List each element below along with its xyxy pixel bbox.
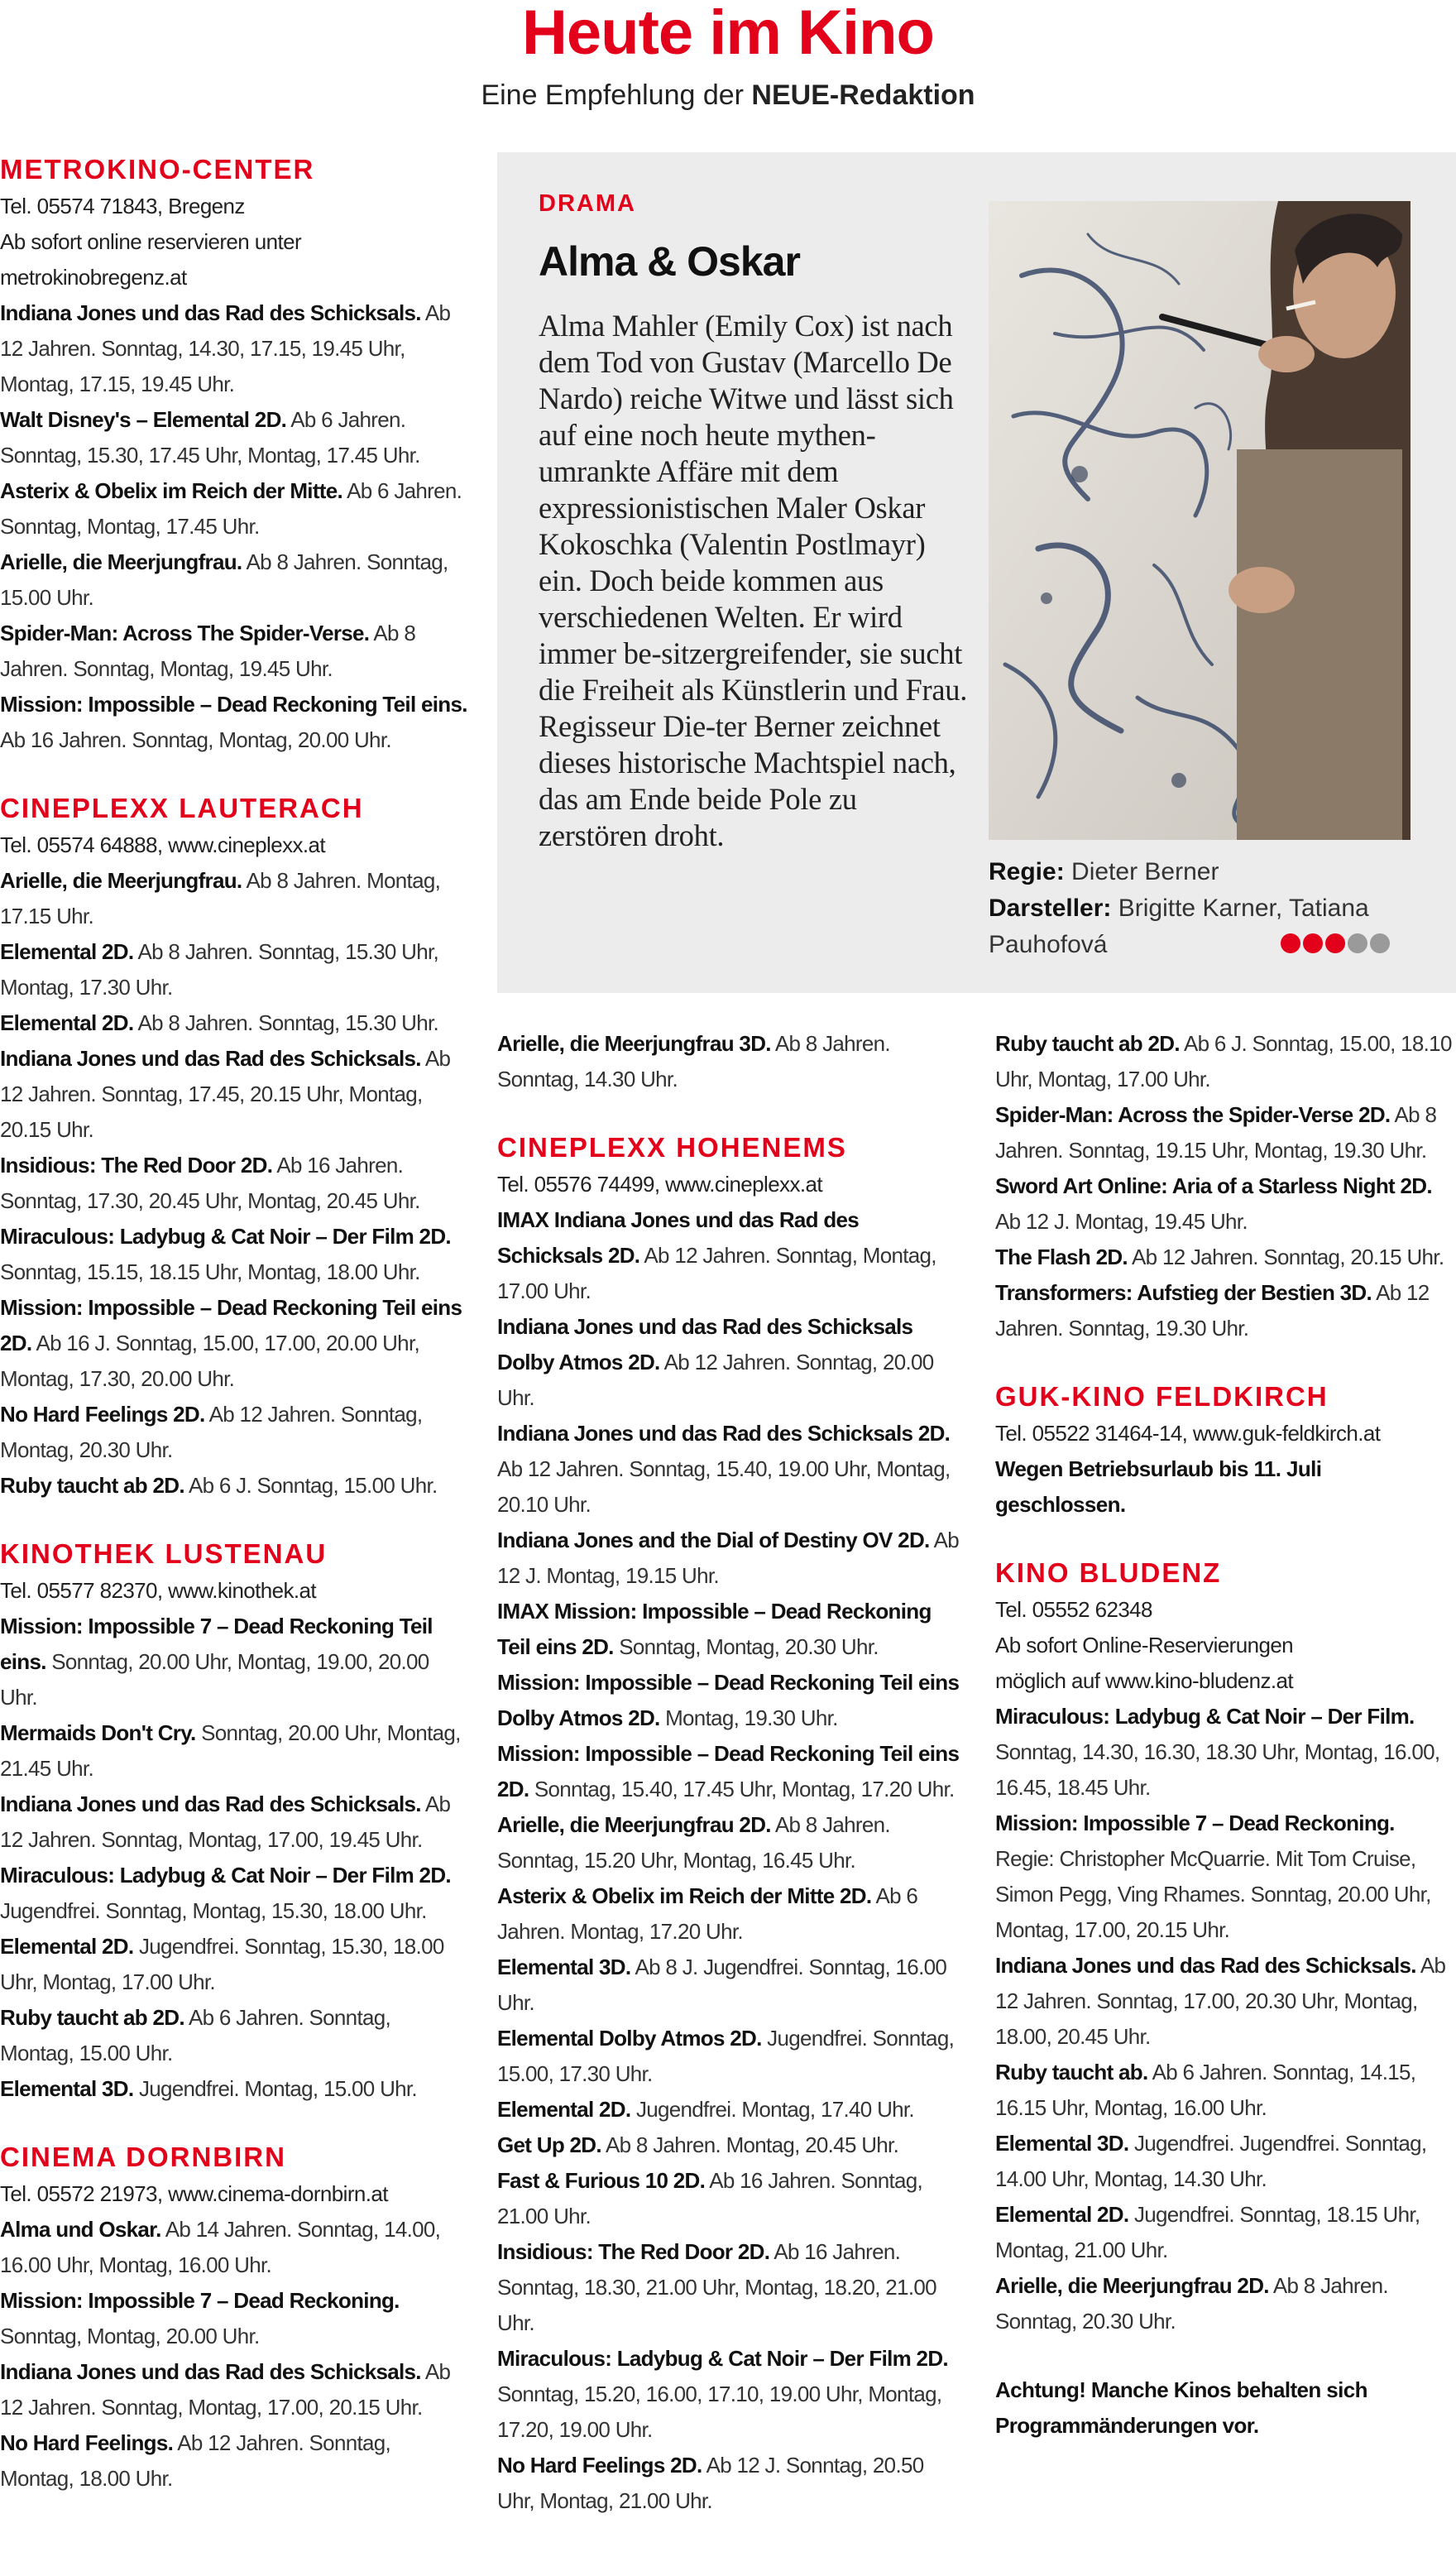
- page-subtitle: [0, 78, 1456, 113]
- painter-photo-illustration: [989, 201, 1410, 840]
- film-title: Indiana Jones und das Rad des Schicksals 2D.: [497, 1421, 951, 1446]
- film-listing: [995, 1806, 1456, 1948]
- cinema-block: [995, 1026, 1456, 1346]
- page-title: Heute im Kino: [522, 0, 934, 68]
- film-listing: [497, 1202, 962, 1309]
- film-details: Ab 8 Jahren. Sonntag, Montag, 19.45 Uhr.: [0, 621, 416, 681]
- film-details: Sonntag, Montag, 20.00 Uhr.: [0, 2324, 260, 2348]
- film-listing: [497, 1523, 962, 1594]
- film-title: Mermaids Don't Cry.: [0, 1720, 196, 1745]
- subtitle-prefix: Eine Empfehlung der: [481, 79, 752, 111]
- regie-label: Regie:: [989, 858, 1065, 885]
- film-listing: [497, 1309, 962, 1416]
- film-listing: [0, 687, 467, 758]
- film-title: Transformers: Aufstieg der Bestien 3D.: [995, 1280, 1372, 1305]
- cinema-info-line: Tel. 05577 82370, www.kinothek.at: [0, 1578, 317, 1603]
- film-details: Ab 12 Jahren. Sonntag, 17.00, 20.30 Uhr, Montag, 18.00, 20.45 Uhr.: [995, 1953, 1446, 2049]
- cinema-name: KINO BLUDENZ: [995, 1557, 1222, 1588]
- film-details: Sonntag, 15.40, 17.45 Uhr, Montag, 17.20 Uhr.: [529, 1777, 955, 1801]
- film-title: Indiana Jones und das Rad des Schicksals.: [0, 1046, 421, 1071]
- film-title: Ruby taucht ab 2D.: [0, 2005, 184, 2030]
- film-title: Spider-Man: Across the Spider-Verse 2D.: [995, 1102, 1391, 1127]
- film-listing: [0, 934, 467, 1005]
- film-title: Sword Art Online: Aria of a Starless Night 2D.: [995, 1173, 1432, 1198]
- cinema-name: METROKINO-CENTER: [0, 154, 315, 185]
- film-details: Ab 6 Jahren. Sonntag, 15.30, 17.45 Uhr, Montag, 17.45 Uhr.: [0, 407, 420, 468]
- film-title: Indiana Jones und das Rad des Schicksals.: [995, 1953, 1416, 1978]
- cinema-info-line: metrokinobregenz.at: [0, 265, 187, 290]
- film-listing: [0, 2071, 467, 2107]
- film-listing: [995, 2268, 1456, 2339]
- film-listing: [497, 1950, 962, 2021]
- cinema-info-line: Tel. 05552 62348: [995, 1597, 1152, 1622]
- cinema-name: GUK-KINO FELDKIRCH: [995, 1381, 1329, 1412]
- cinema-name: CINEPLEXX HOHENEMS: [497, 1132, 847, 1163]
- film-title: Alma und Oskar.: [0, 2217, 161, 2242]
- cinema-info-line: Ab sofort online reservieren unter: [0, 229, 302, 254]
- film-title: Mission: Impossible – Dead Reckoning Teil eins 2D.: [497, 1741, 960, 1801]
- cinema-name: KINOTHEK LUSTENAU: [0, 1538, 328, 1569]
- film-title: Arielle, die Meerjungfrau 3D.: [497, 1031, 771, 1056]
- film-title: Elemental 2D.: [497, 2097, 631, 2122]
- cinema-name: CINEPLEXX LAUTERACH: [0, 793, 364, 823]
- film-details: Sonntag, 15.20, 16.00, 17.10, 19.00 Uhr, Montag, 17.20, 19.00 Uhr.: [497, 2382, 942, 2442]
- rating-dot: [1370, 933, 1390, 953]
- film-details: Montag, 19.30 Uhr.: [659, 1705, 838, 1730]
- film-details: Ab 8 J. Jugendfrei. Sonntag, 16.00 Uhr.: [497, 1955, 947, 2015]
- film-title: Ruby taucht ab 2D.: [0, 1473, 184, 1498]
- film-details: Ab 8 Jahren. Sonntag, 15.20 Uhr, Montag, 16.45 Uhr.: [497, 1812, 890, 1873]
- film-title: Mission: Impossible – Dead Reckoning Teil eins.: [0, 692, 467, 717]
- film-listing: [0, 1609, 467, 1715]
- cinema-info-line: Ab sofort Online-Reservierungen: [995, 1633, 1294, 1657]
- film-details: Ab 12 Jahren. Sonntag, 20.15 Uhr.: [1127, 1245, 1444, 1269]
- film-details: Ab 12 J. Montag, 19.15 Uhr.: [497, 1528, 960, 1588]
- cinema-info-line: Tel. 05576 74499, www.cineplexx.at: [497, 1172, 822, 1197]
- film-listing: [0, 1787, 467, 1858]
- film-listing: [497, 1665, 962, 1736]
- film-listing: [497, 1416, 962, 1523]
- film-details: Ab 6 Jahren. Sonntag, Montag, 17.45 Uhr.: [0, 478, 462, 539]
- film-title: Mission: Impossible 7 – Dead Reckoning.: [0, 2288, 400, 2313]
- film-title: Elemental 2D.: [995, 2202, 1129, 2227]
- film-title: Arielle, die Meerjungfrau.: [0, 549, 242, 574]
- film-details: Ab 6 Jahren. Sonntag, Montag, 15.00 Uhr.: [0, 2005, 391, 2065]
- film-details: Ab 16 J. Sonntag, 15.00, 17.00, 20.00 Uhr, Montag, 17.30, 20.00 Uhr.: [0, 1331, 419, 1391]
- film-title: Walt Disney's – Elemental 2D.: [0, 407, 287, 432]
- film-details: Sonntag, 14.30, 16.30, 18.30 Uhr, Montag, 16.00, 16.45, 18.45 Uhr.: [995, 1739, 1440, 1800]
- rating-dot: [1281, 933, 1300, 953]
- film-title: Fast & Furious 10 2D.: [497, 2168, 706, 2193]
- film-title: Miraculous: Ladybug & Cat Noir – Der Film.: [995, 1704, 1415, 1729]
- film-title: Elemental 3D.: [497, 1955, 631, 1979]
- film-title: Asterix & Obelix im Reich der Mitte.: [0, 478, 343, 503]
- film-details: Ab 12 J. Sonntag, 20.50 Uhr, Montag, 21.00 Uhr.: [497, 2453, 924, 2513]
- film-listing: [0, 2000, 467, 2071]
- film-listing: [497, 1026, 962, 1097]
- film-details: Ab 8 Jahren. Sonntag, 15.00 Uhr.: [0, 549, 448, 610]
- film-listing: [0, 1929, 467, 2000]
- film-title: Get Up 2D.: [497, 2132, 601, 2157]
- film-listing: [497, 2127, 962, 2163]
- film-listing: [0, 2354, 467, 2425]
- film-listing: [0, 473, 467, 544]
- film-listing: [0, 1219, 467, 1290]
- cinema-info-line: Tel. 05574 71843, Bregenz: [0, 194, 245, 218]
- film-listing: [0, 2283, 467, 2354]
- film-details: Ab 8 Jahren. Sonntag, 14.30 Uhr.: [497, 1031, 890, 1091]
- film-listing: [995, 1699, 1456, 1806]
- film-details: Ab 14 Jahren. Sonntag, 14.00, 16.00 Uhr, Montag, 16.00 Uhr.: [0, 2217, 441, 2277]
- cinema-block: [995, 1379, 1456, 1523]
- film-details: Jugendfrei. Montag, 15.00 Uhr.: [133, 2076, 417, 2101]
- film-title: Miraculous: Ladybug & Cat Noir – Der Film 2D.: [497, 2346, 948, 2371]
- film-details: Sonntag, 15.15, 18.15 Uhr, Montag, 18.00 Uhr.: [0, 1259, 420, 1284]
- film-listing: [0, 1858, 467, 1929]
- film-details: Ab 16 Jahren. Sonntag, 17.30, 20.45 Uhr, Montag, 20.45 Uhr.: [0, 1153, 420, 1213]
- film-details: Ab 8 Jahren. Sonntag, 15.30 Uhr, Montag, 17.30 Uhr.: [0, 939, 439, 1000]
- film-details: Jugendfrei. Sonntag, Montag, 15.30, 18.00 Uhr.: [0, 1898, 427, 1923]
- film-title: Elemental 2D.: [0, 939, 134, 964]
- film-details: Regie: Christopher McQuarrie. Mit Tom Cruise, Simon Pegg, Ving Rhames. Sonntag, 20.00 Uhr, Montag, 17.00, 20.15 Uhr.: [995, 1846, 1431, 1942]
- film-listing: [995, 1026, 1456, 1097]
- cinema-note: Wegen Betriebsurlaub bis 11. Juli geschlossen.: [995, 1456, 1322, 1517]
- film-details: Ab 6 Jahren. Sonntag, 14.15, 16.15 Uhr, Montag, 16.00 Uhr.: [995, 2060, 1416, 2120]
- credit-regie: [989, 854, 1410, 890]
- film-title: Mission: Impossible 7 – Dead Reckoning.: [995, 1811, 1395, 1835]
- film-title: Mission: Impossible 7 – Dead Reckoning Teil eins.: [0, 1614, 433, 1674]
- film-details: Ab 8 Jahren. Sonntag, 19.15 Uhr, Montag, 19.30 Uhr.: [995, 1102, 1437, 1163]
- film-listing: [995, 2126, 1456, 2197]
- film-listing: [0, 1041, 467, 1148]
- film-details: Ab 12 Jahren. Sonntag, Montag, 17.00, 20.15 Uhr.: [0, 2359, 451, 2420]
- film-title: No Hard Feelings.: [0, 2430, 174, 2455]
- rating-dots: [1281, 933, 1392, 955]
- feature-genre: DRAMA: [539, 190, 636, 217]
- film-title: Miraculous: Ladybug & Cat Noir – Der Film 2D.: [0, 1224, 451, 1249]
- feature-description: Alma Mahler (Emily Cox) ist nach dem Tod von Gustav (Marcello De Nardo) reiche Witwe und lässt sich auf eine noch heute mythen-umrankte Affäre mit dem expressionistischen Maler Oskar Kokoschka (Valentin Postlmayr) ein. Doch beide kommen aus verschiedenen Welten. Er wird immer be-sitzergreifender, sie sucht die Freiheit als Künstlerin und Frau. Regisseur Die-ter Berner zeichnet dieses historische Machtspiel nach, das am Ende beide Pole zu zerstören droht.: [539, 309, 968, 852]
- film-listing: [0, 863, 467, 934]
- film-listing: [0, 295, 467, 402]
- film-listing: [0, 1005, 467, 1041]
- film-details: Jugendfrei. Jugendfrei. Sonntag, 14.00 Uhr, Montag, 14.30 Uhr.: [995, 2131, 1427, 2191]
- film-listing: [995, 1948, 1456, 2055]
- film-title: No Hard Feelings 2D.: [497, 2453, 702, 2478]
- film-details: Ab 12 Jahren. Sonntag, 17.45, 20.15 Uhr, Montag, 20.15 Uhr.: [0, 1046, 451, 1142]
- film-title: Elemental Dolby Atmos 2D.: [497, 2026, 762, 2051]
- film-details: Sonntag, Montag, 20.30 Uhr.: [613, 1634, 879, 1659]
- film-title: IMAX Indiana Jones und das Rad des Schicksals 2D.: [497, 1207, 860, 1268]
- film-listing: [995, 1168, 1456, 1240]
- film-title: No Hard Feelings 2D.: [0, 1402, 205, 1427]
- cinema-info-line: Tel. 05572 21973, www.cinema-dornbirn.at: [0, 2181, 388, 2206]
- film-details: Ab 16 Jahren. Sonntag, 18.30, 21.00 Uhr, Montag, 18.20, 21.00 Uhr.: [497, 2239, 936, 2335]
- film-details: Jugendfrei. Sonntag, 15.00, 17.30 Uhr.: [497, 2026, 955, 2086]
- film-listing: [0, 2425, 467, 2497]
- film-listing: [0, 1290, 467, 1397]
- film-title: Indiana Jones und das Rad des Schicksals Dolby Atmos 2D.: [497, 1314, 913, 1374]
- film-title: The Flash 2D.: [995, 1245, 1128, 1269]
- film-title: Insidious: The Red Door 2D.: [0, 1153, 273, 1178]
- cinema-block: [497, 1026, 962, 1097]
- film-listing: [497, 2163, 962, 2234]
- film-listing: [995, 1275, 1456, 1346]
- film-details: Ab 6 J. Sonntag, 15.00 Uhr.: [184, 1473, 438, 1498]
- film-details: Jugendfrei. Montag, 17.40 Uhr.: [630, 2097, 914, 2122]
- film-title: Ruby taucht ab.: [995, 2060, 1148, 2084]
- film-listing: [497, 2341, 962, 2448]
- film-details: Ab 16 Jahren. Sonntag, 21.00 Uhr.: [497, 2168, 923, 2228]
- film-listing: [497, 1807, 962, 1878]
- film-details: Ab 8 Jahren. Montag, 20.45 Uhr.: [601, 2132, 899, 2157]
- film-details: Ab 12 Jahren. Sonntag, 19.30 Uhr.: [995, 1280, 1430, 1341]
- film-title: Mission: Impossible – Dead Reckoning Teil eins 2D.: [0, 1295, 462, 1355]
- film-listing: [497, 1594, 962, 1665]
- rating-dot: [1303, 933, 1323, 953]
- film-title: Ruby taucht ab 2D.: [995, 1031, 1180, 1056]
- film-listing: [497, 2021, 962, 2092]
- film-title: Indiana Jones and the Dial of Destiny OV 2D.: [497, 1528, 930, 1552]
- cinema-block: [995, 2372, 1456, 2444]
- film-listing: [995, 1240, 1456, 1275]
- film-listing: [995, 2197, 1456, 2268]
- film-title: Indiana Jones und das Rad des Schicksals.: [0, 2359, 421, 2384]
- film-details: Ab 12 Jahren. Sonntag, Montag, 17.00, 19.45 Uhr.: [0, 1792, 451, 1852]
- subtitle-bold: NEUE-Redaktion: [751, 79, 975, 111]
- film-listing: [0, 1715, 467, 1787]
- film-title: Arielle, die Meerjungfrau 2D.: [497, 1812, 771, 1837]
- film-details: Ab 12 Jahren. Sonntag, Montag, 18.00 Uhr.: [0, 2430, 391, 2491]
- film-title: Elemental 2D.: [0, 1010, 134, 1035]
- film-title: Elemental 3D.: [0, 2076, 134, 2101]
- film-listing: [0, 544, 467, 616]
- cinema-block: [0, 1537, 467, 2107]
- film-details: Ab 12 Jahren. Sonntag, 20.00 Uhr.: [497, 1350, 934, 1410]
- film-listing: [995, 2055, 1456, 2126]
- film-listing: [0, 1397, 467, 1468]
- film-listing: [497, 1736, 962, 1807]
- film-title: Arielle, die Meerjungfrau 2D.: [995, 2273, 1269, 2298]
- cinema-block: [0, 152, 467, 758]
- film-title: Mission: Impossible – Dead Reckoning Teil eins Dolby Atmos 2D.: [497, 1670, 960, 1730]
- film-details: Jugendfrei. Sonntag, 18.15 Uhr, Montag, 21.00 Uhr.: [995, 2202, 1420, 2262]
- film-listing: [0, 1148, 467, 1219]
- film-details: Ab 12 J. Montag, 19.45 Uhr.: [995, 1209, 1248, 1234]
- darsteller-label: Darsteller:: [989, 895, 1112, 922]
- rating-dot: [1348, 933, 1367, 953]
- cinema-name: CINEMA DORNBIRN: [0, 2142, 286, 2172]
- film-listing: [0, 2212, 467, 2283]
- feature-title: Alma & Oskar: [539, 238, 800, 285]
- film-title: Indiana Jones und das Rad des Schicksals.: [0, 1792, 421, 1816]
- film-listing: [0, 616, 467, 687]
- cinema-info-line: möglich auf www.kino-bludenz.at: [995, 1668, 1294, 1693]
- column-left: [0, 152, 467, 2530]
- cinema-note: Achtung! Manche Kinos behalten sich Programmänderungen vor.: [995, 2377, 1367, 2438]
- film-title: Miraculous: Ladybug & Cat Noir – Der Film 2D.: [0, 1863, 451, 1888]
- film-listing: [497, 2234, 962, 2341]
- film-listing: [497, 2448, 962, 2519]
- film-details: Sonntag, 20.00 Uhr, Montag, 19.00, 20.00 Uhr.: [0, 1649, 429, 1710]
- darsteller-value: Brigitte Karner, Tatiana Pauhofová: [989, 895, 1369, 958]
- film-title: IMAX Mission: Impossible – Dead Reckoning Teil eins 2D.: [497, 1599, 932, 1659]
- film-details: Jugendfrei. Sonntag, 15.30, 18.00 Uhr, Montag, 17.00 Uhr.: [0, 1934, 444, 1994]
- cinema-block: [0, 791, 467, 1504]
- film-details: Ab 8 Jahren. Montag, 17.15 Uhr.: [0, 868, 441, 928]
- film-details: Ab 6 J. Sonntag, 15.00, 18.10 Uhr, Montag, 17.00 Uhr.: [995, 1031, 1452, 1091]
- cinema-info-line: Tel. 05522 31464-14, www.guk-feldkirch.at: [995, 1421, 1381, 1446]
- film-details: Ab 16 Jahren. Sonntag, Montag, 20.00 Uhr.: [0, 727, 391, 752]
- film-listing: [995, 1097, 1456, 1168]
- feature-photo: [989, 201, 1410, 840]
- rating-dot: [1325, 933, 1345, 953]
- film-title: Asterix & Obelix im Reich der Mitte 2D.: [497, 1883, 872, 1908]
- film-title: Arielle, die Meerjungfrau.: [0, 868, 242, 893]
- film-title: Indiana Jones und das Rad des Schicksals.: [0, 300, 421, 325]
- film-title: Insidious: The Red Door 2D.: [497, 2239, 770, 2264]
- cinema-block: [497, 1130, 962, 2519]
- cinema-block: [0, 2140, 467, 2497]
- film-details: Ab 8 Jahren. Sonntag, 20.30 Uhr.: [995, 2273, 1388, 2334]
- film-details: Ab 6 Jahren. Montag, 17.20 Uhr.: [497, 1883, 918, 1944]
- film-title: Elemental 2D.: [0, 1934, 134, 1959]
- film-listing: [497, 2092, 962, 2127]
- film-details: Ab 12 Jahren. Sonntag, 14.30, 17.15, 19.45 Uhr, Montag, 17.15, 19.45 Uhr.: [0, 300, 451, 396]
- cinema-info-line: Tel. 05574 64888, www.cineplexx.at: [0, 832, 325, 857]
- regie-value: Dieter Berner: [1071, 858, 1219, 885]
- column-right: [995, 1026, 1456, 2477]
- film-details: Ab 8 Jahren. Sonntag, 15.30 Uhr.: [133, 1010, 439, 1035]
- film-listing: [497, 1878, 962, 1950]
- film-listing: [0, 1468, 467, 1504]
- column-middle: [497, 1026, 962, 2552]
- cinema-block: [995, 1556, 1456, 2339]
- film-details: Ab 12 Jahren. Sonntag, Montag, 17.00 Uhr.: [497, 1243, 936, 1303]
- film-details: Ab 12 Jahren. Sonntag, 15.40, 19.00 Uhr, Montag, 20.10 Uhr.: [497, 1456, 951, 1517]
- film-details: Sonntag, 20.00 Uhr, Montag, 21.45 Uhr.: [0, 1720, 461, 1781]
- film-listing: [0, 402, 467, 473]
- film-title: Elemental 3D.: [995, 2131, 1129, 2156]
- film-details: Ab 12 Jahren. Sonntag, Montag, 20.30 Uhr.: [0, 1402, 423, 1462]
- film-title: Spider-Man: Across The Spider-Verse.: [0, 621, 370, 645]
